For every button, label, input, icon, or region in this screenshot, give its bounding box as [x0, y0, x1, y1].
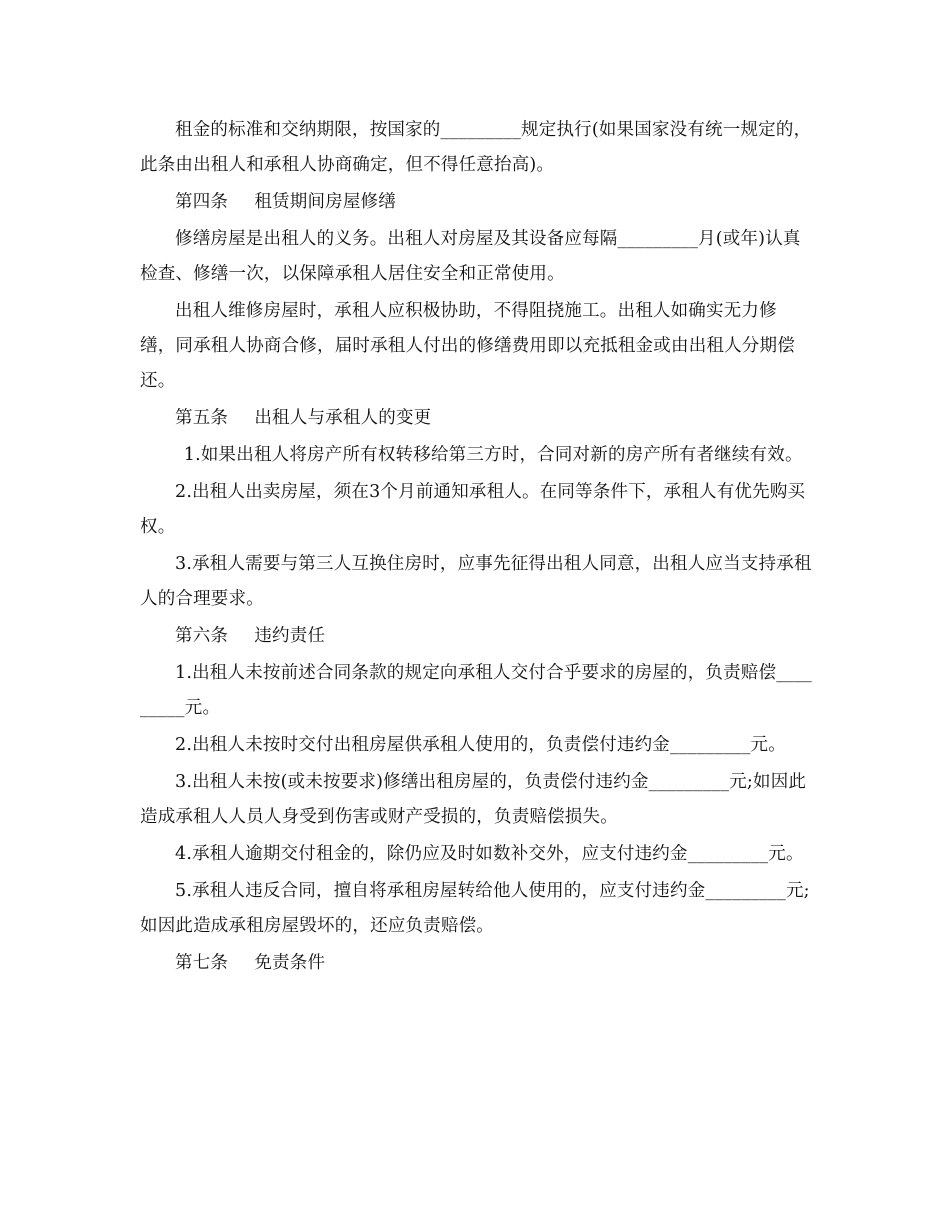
document-body — [140, 113, 812, 981]
clause-5-2: 2.出租人出卖房屋，须在3个月前通知承租人。在同等条件下，承租人有优先购买权。 — [140, 482, 806, 537]
article-title: 租赁期间房屋修缮 — [254, 192, 396, 212]
paragraph-repair-duty: 修缮房屋是出租人的义务。出租人对房屋及其设备应每隔_________月(或年)认真检查、修缮一次，以保障承租人居住安全和正常使用。 — [140, 229, 801, 284]
clause-6-3: 3.出租人未按(或未按要求)修缮出租房屋的，负责偿付违约金_________元;如因此造成承租人人员人身受到伤害或财产受损的，负责赔偿损失。 — [140, 772, 807, 827]
clause-6-2: 2.出租人未按时交付出租房屋供承租人使用的，负责偿付违约金_________元。 — [175, 735, 786, 755]
clause-5-3: 3.承租人需要与第三人互换住房时，应事先征得出租人同意，出租人应当支持承租人的合理要求。 — [140, 554, 812, 609]
section-heading-article-6 — [140, 619, 812, 654]
section-heading-article-4 — [140, 185, 812, 220]
clause-5-1: 1.如果出租人将房产所有权转移给第三方时，合同对新的房产所有者继续有效。 — [183, 445, 803, 465]
paragraph-rent-standard: 租金的标准和交纳期限，按国家的_________规定执行(如果国家没有统一规定的，此条由出租人和承租人协商确定，但不得任意抬高)。 — [140, 120, 812, 175]
clause-6-4: 4.承租人逾期交付租金的，除仍应及时如数补交外，应支付违约金_________元。 — [175, 844, 804, 864]
clause-6-5: 5.承租人违反合同，擅自将承租房屋转给他人使用的，应支付违约金_________元;如因此造成承租房屋毁坏的，还应负责赔偿。 — [140, 881, 810, 936]
article-title: 免责条件 — [254, 953, 326, 973]
section-heading-article-7 — [140, 946, 812, 981]
clause-6-1: 1.出租人未按前述合同条款的规定向承租人交付合乎要求的房屋的，负责赔偿_________元。 — [140, 663, 812, 718]
article-number: 第六条 — [175, 626, 229, 646]
article-title: 违约责任 — [254, 626, 326, 646]
article-number: 第七条 — [175, 953, 229, 973]
article-number: 第五条 — [175, 408, 229, 428]
paragraph-repair-cooperation: 出租人维修房屋时，承租人应积极协助，不得阻挠施工。出租人如确实无力修缮，同承租人协商合修，届时承租人付出的修缮费用即以充抵租金或由出租人分期偿还。 — [140, 301, 795, 391]
article-title: 出租人与承租人的变更 — [254, 408, 432, 428]
article-number: 第四条 — [175, 192, 229, 212]
section-heading-article-5 — [140, 401, 812, 436]
